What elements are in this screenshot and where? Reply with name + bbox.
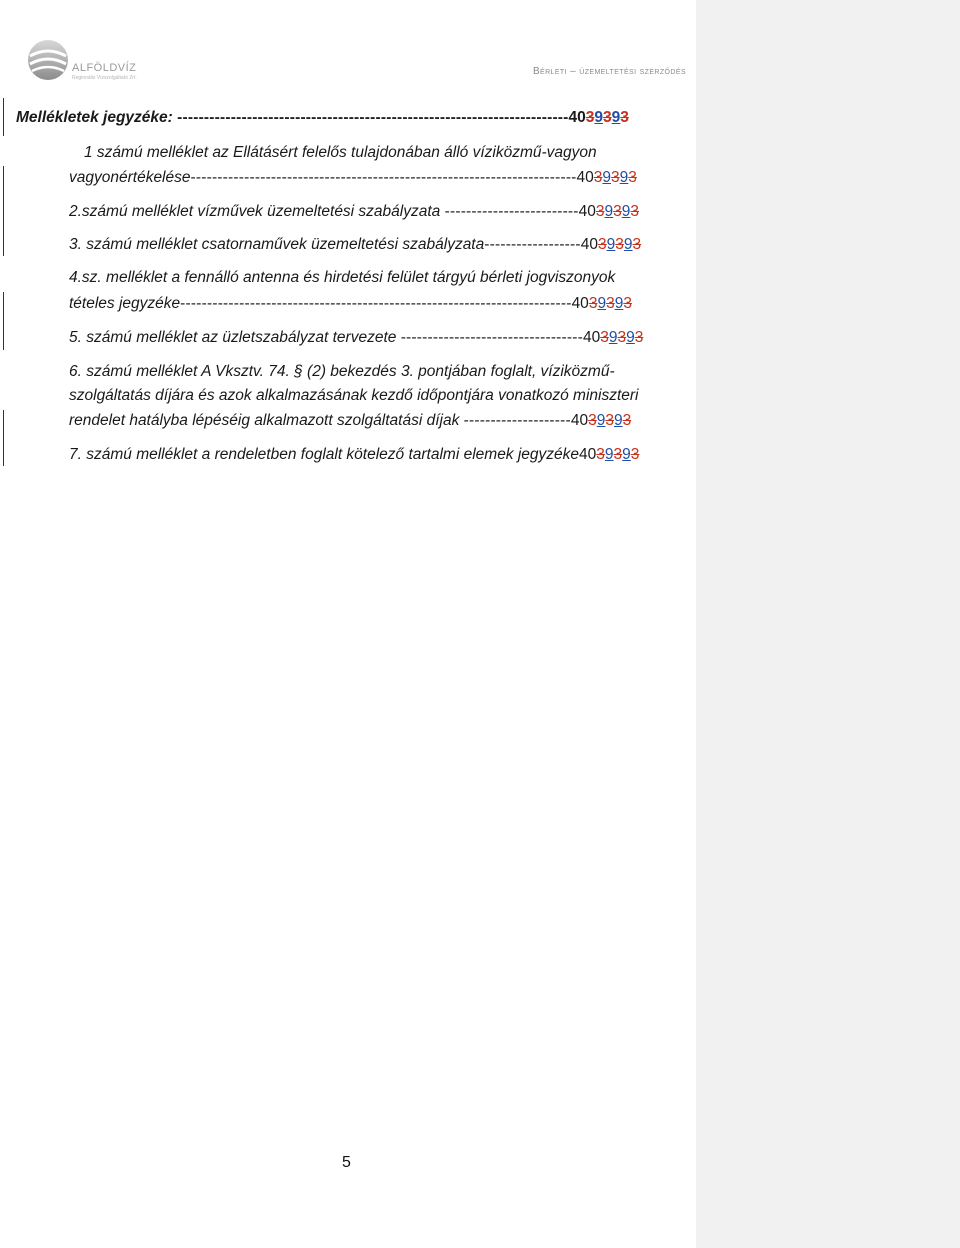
change-bar	[3, 98, 4, 136]
toc-entry-3[interactable]	[69, 235, 641, 255]
toc-entry-label: tételes jegyzéke	[69, 295, 181, 312]
change-bar	[3, 292, 4, 350]
comment-margin-panel	[696, 0, 960, 1248]
page-ref: 4039393	[579, 446, 640, 463]
page-ref: 4039393	[582, 329, 644, 346]
toc-dots: -------------------------	[444, 203, 579, 220]
toc-entry-label: 2.számú melléklet vízművek üzemeltetési szabályzata	[69, 203, 441, 220]
toc-entry-label: rendelet hatályba lépéséig alkalmazott szolgáltatási díjak	[69, 412, 460, 429]
toc-entry-6-line-2: szolgáltatás díjára és azok alkalmazásának kezdő időpontjára vonatkozó miniszteri	[69, 387, 639, 404]
change-bar	[3, 410, 4, 466]
page-ref: 4039393	[571, 295, 632, 312]
toc-entry-label: 5. számú melléklet az üzletszabályzat tervezete	[69, 329, 397, 346]
page-ref: 4039393	[578, 203, 640, 220]
toc-entry-2[interactable]	[69, 202, 639, 222]
toc-heading: Mellékletek jegyzéke:	[16, 109, 173, 126]
logo-subtitle: Regionális Vízszolgáltató Zrt.	[72, 75, 137, 81]
toc-entry-label: vagyonértékelése	[69, 169, 191, 186]
page-ref: 4039393	[568, 109, 629, 126]
logo-wordmark: ALFÖLDVÍZ	[72, 62, 137, 74]
page-ref: 4039393	[580, 236, 642, 253]
toc-entry-6[interactable]	[69, 411, 631, 431]
toc-entry-4[interactable]	[69, 294, 632, 314]
change-bar	[3, 166, 4, 256]
toc-entry-label: 7. számú melléklet a rendeletben foglalt kötelező tartalmi elemek jegyzéke	[69, 446, 580, 463]
toc-entry-label: 3. számú melléklet csatornaművek üzemeltetési szabályzata	[69, 236, 485, 253]
toc-dots: -------------------------------------------------------------------------	[180, 295, 572, 312]
page-ref: 4039393	[570, 412, 632, 429]
toc-entry-5[interactable]	[69, 328, 643, 348]
toc-dots: --------------------	[463, 412, 571, 429]
toc-entry-4-line-1: 4.sz. melléklet a fennálló antenna és hirdetési felület tárgyú bérleti jogviszonyok	[69, 269, 616, 286]
page-number: 5	[342, 1154, 351, 1171]
toc-dots: ------------------	[484, 236, 581, 253]
running-header: Bérleti – üzemeltetési szerződés	[532, 66, 686, 77]
toc-dots: -------------------------------------------------------------------------	[177, 109, 569, 126]
toc-entry-7[interactable]	[69, 445, 639, 465]
toc-dots: ------------------------------------------------------------------------	[190, 169, 577, 186]
toc-entry-1-line-1: 1 számú melléklet az Ellátásért felelős tulajdonában álló víziközmű-vagyon	[84, 144, 597, 161]
toc-entry-6-line-1: 6. számú melléklet A Vksztv. 74. § (2) bekezdés 3. pontjában foglalt, víziközmű-	[69, 363, 615, 380]
toc-dots: ----------------------------------	[400, 329, 583, 346]
toc-entry-1[interactable]	[69, 168, 637, 188]
toc-heading-line	[16, 108, 629, 128]
page-ref: 4039393	[576, 169, 637, 186]
